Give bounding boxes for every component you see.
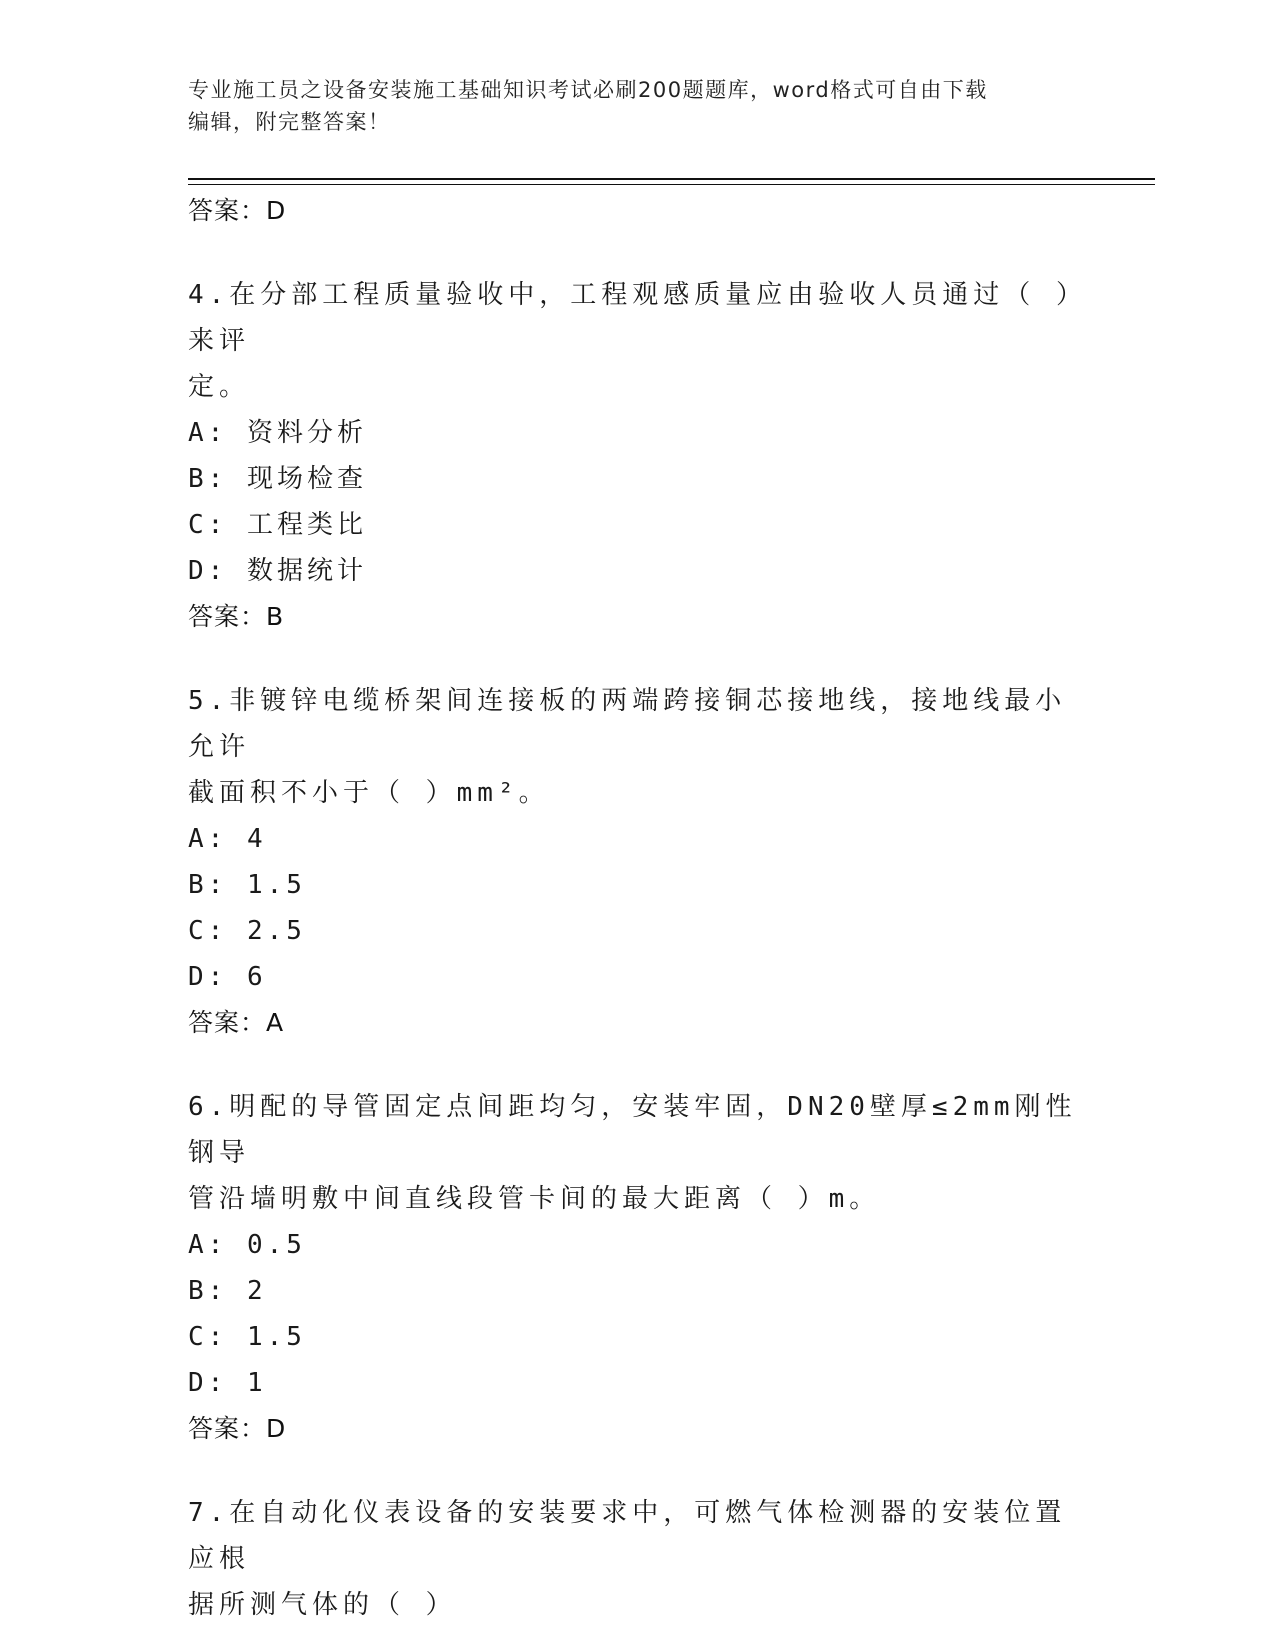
document-body	[188, 188, 1088, 1628]
option-b: B: 1.5	[188, 870, 306, 900]
option-a: A: 资料分析	[188, 418, 367, 448]
question-stem	[188, 1084, 1088, 1222]
answer-line: 答案：D	[188, 1414, 287, 1443]
answer-line: 答案：A	[188, 1008, 285, 1037]
option-c: C: 工程类比	[188, 510, 367, 540]
header-divider-thin	[188, 184, 1155, 185]
question-block	[188, 678, 1088, 1046]
option-c: C: 1.5	[188, 1322, 306, 1352]
question-stem-line: 定。	[188, 372, 251, 402]
header-line-1: 专业施工员之设备安装施工基础知识考试必刷200题题库，word格式可自由下载	[188, 78, 988, 102]
question-stem	[188, 272, 1088, 410]
question-stem-line: 截面积不小于（ ）mm²。	[188, 778, 550, 808]
option-d: D: 数据统计	[188, 556, 367, 586]
question-block	[188, 272, 1088, 640]
header-divider-thick	[188, 178, 1155, 180]
option-a: A: 4	[188, 824, 267, 854]
option-c: C: 2.5	[188, 916, 306, 946]
option-a: A: 0.5	[188, 1230, 306, 1260]
question-stem-line: 5.非镀锌电缆桥架间连接板的两端跨接铜芯接地线，接地线最小允许	[188, 686, 1067, 762]
header-line-2: 编辑，附完整答案！	[188, 110, 391, 134]
question-block	[188, 1490, 1088, 1628]
question-stem	[188, 678, 1088, 816]
question-stem	[188, 1490, 1088, 1628]
option-d: D: 1	[188, 1368, 267, 1398]
question-block	[188, 1084, 1088, 1452]
previous-answer: 答案：D	[188, 196, 287, 225]
question-stem-line: 7.在自动化仪表设备的安装要求中，可燃气体检测器的安装位置应根	[188, 1498, 1067, 1574]
option-b: B: 2	[188, 1276, 267, 1306]
question-stem-line: 管沿墙明敷中间直线段管卡间的最大距离（ ）m。	[188, 1184, 881, 1214]
question-stem-line: 4.在分部工程质量验收中，工程观感质量应由验收人员通过（ ）来评	[188, 280, 1087, 356]
answer-line: 答案：B	[188, 602, 285, 631]
question-stem-line: 据所测气体的（ ）	[188, 1590, 457, 1620]
document-header	[188, 74, 1088, 138]
question-stem-line: 6.明配的导管固定点间距均匀，安装牢固，DN20壁厚≤2mm刚性钢导	[188, 1092, 1077, 1168]
option-b: B: 现场检查	[188, 464, 367, 494]
option-d: D: 6	[188, 962, 267, 992]
